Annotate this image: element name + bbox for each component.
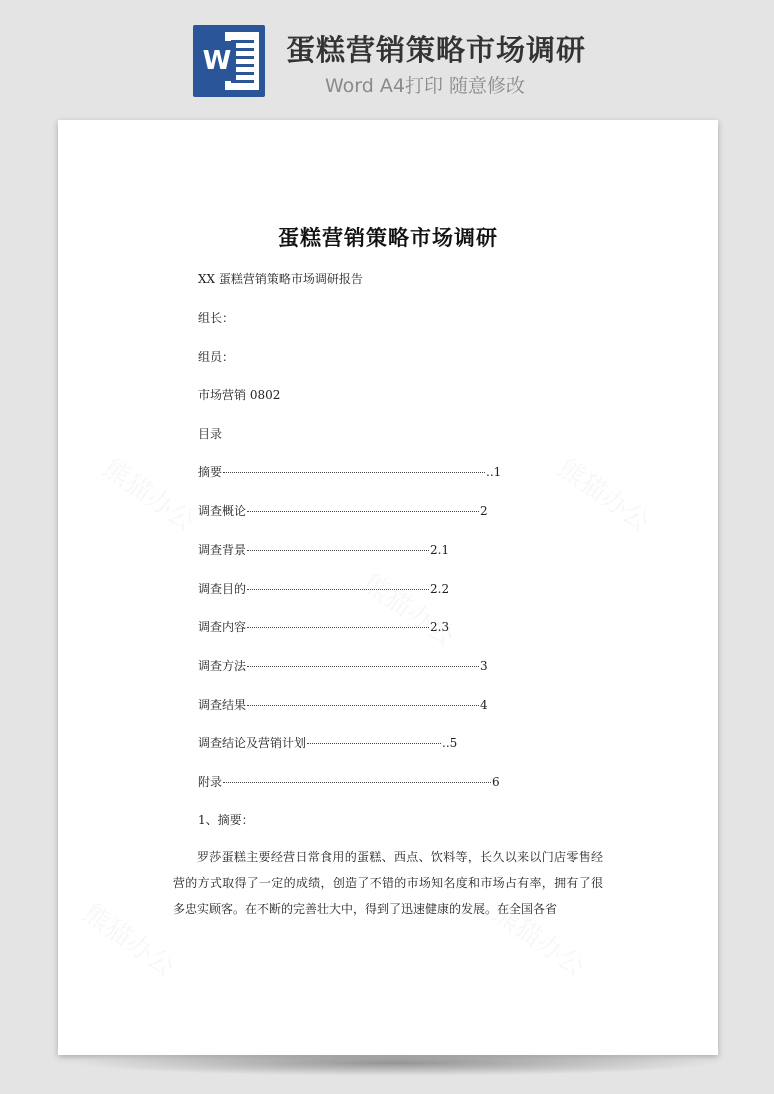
toc-item-label: 摘要: [198, 465, 223, 479]
document-title: 蛋糕营销策略市场调研: [278, 225, 498, 250]
toc-item-label: 附录: [198, 775, 223, 789]
toc-item-page: 2: [480, 504, 488, 518]
class-line: 市场营销 0802: [198, 388, 281, 402]
watermark: [97, 449, 203, 539]
toc-leader-dots: [247, 704, 479, 706]
toc-item-page: 6: [492, 775, 500, 789]
header-banner: [0, 0, 774, 110]
toc-item-label: 调查背景: [198, 543, 247, 557]
watermark: [357, 564, 463, 654]
toc-item: [198, 657, 488, 673]
toc-item: [198, 696, 488, 712]
toc-item-label: 调查目的: [198, 582, 247, 596]
document-page: [58, 120, 718, 1055]
header-title: 蛋糕营销策略市场调研: [286, 33, 587, 67]
toc-leader-dots: [247, 549, 429, 551]
toc-leader-dots: [223, 781, 491, 783]
toc-leader-dots: [223, 471, 485, 473]
toc-leader-dots: [247, 588, 429, 590]
section-heading: 1、摘要：: [198, 813, 254, 827]
toc-leader-dots: [307, 742, 441, 744]
header-subtitle: Word A4打印 随意修改: [325, 75, 526, 97]
toc-item: [198, 734, 457, 750]
word-logo-letter: W: [198, 41, 236, 81]
toc-item: [198, 463, 501, 479]
body-paragraph: 罗莎蛋糕主要经营日常食用的蛋糕、西点、饮料等，长久以来以门店零售经营的方式取得了一定的成绩，创造了不错的市场知名度和市场占有率，拥有了很多忠实顾客。在不断的完善壮大中，得到了迅速健康的发展。在全国各省: [173, 850, 603, 916]
toc-item-label: 调查方法: [198, 659, 247, 673]
toc-item-label: 调查内容: [198, 620, 247, 634]
toc-item: [198, 541, 449, 557]
toc-item: [198, 618, 449, 634]
report-title-line: XX 蛋糕营销策略市场调研报告: [198, 272, 363, 286]
toc-item: [198, 580, 449, 596]
toc-item-page: ..5: [442, 736, 458, 750]
word-document-icon: [193, 25, 265, 97]
leader-line: 组长：: [198, 311, 235, 325]
watermark: [552, 449, 658, 539]
watermark: [77, 894, 183, 984]
toc-leader-dots: [247, 626, 429, 628]
members-line: 组员：: [198, 350, 235, 364]
toc-item-label: 调查结论及营销计划: [198, 736, 307, 750]
toc-item-label: 调查结果: [198, 698, 247, 712]
toc-leader-dots: [247, 665, 479, 667]
toc-item-label: 调查概论: [198, 504, 247, 518]
toc-item-page: 3: [480, 659, 488, 673]
toc-heading: 目录: [198, 427, 223, 441]
toc-item-page: ..1: [486, 465, 502, 479]
toc-item-page: 2.3: [430, 620, 450, 634]
toc-item-page: 2.1: [430, 543, 450, 557]
toc-item-page: 4: [480, 698, 488, 712]
toc-item-page: 2.2: [430, 582, 450, 596]
toc-item: [198, 502, 488, 518]
toc-leader-dots: [247, 510, 479, 512]
toc-item: [198, 773, 500, 789]
